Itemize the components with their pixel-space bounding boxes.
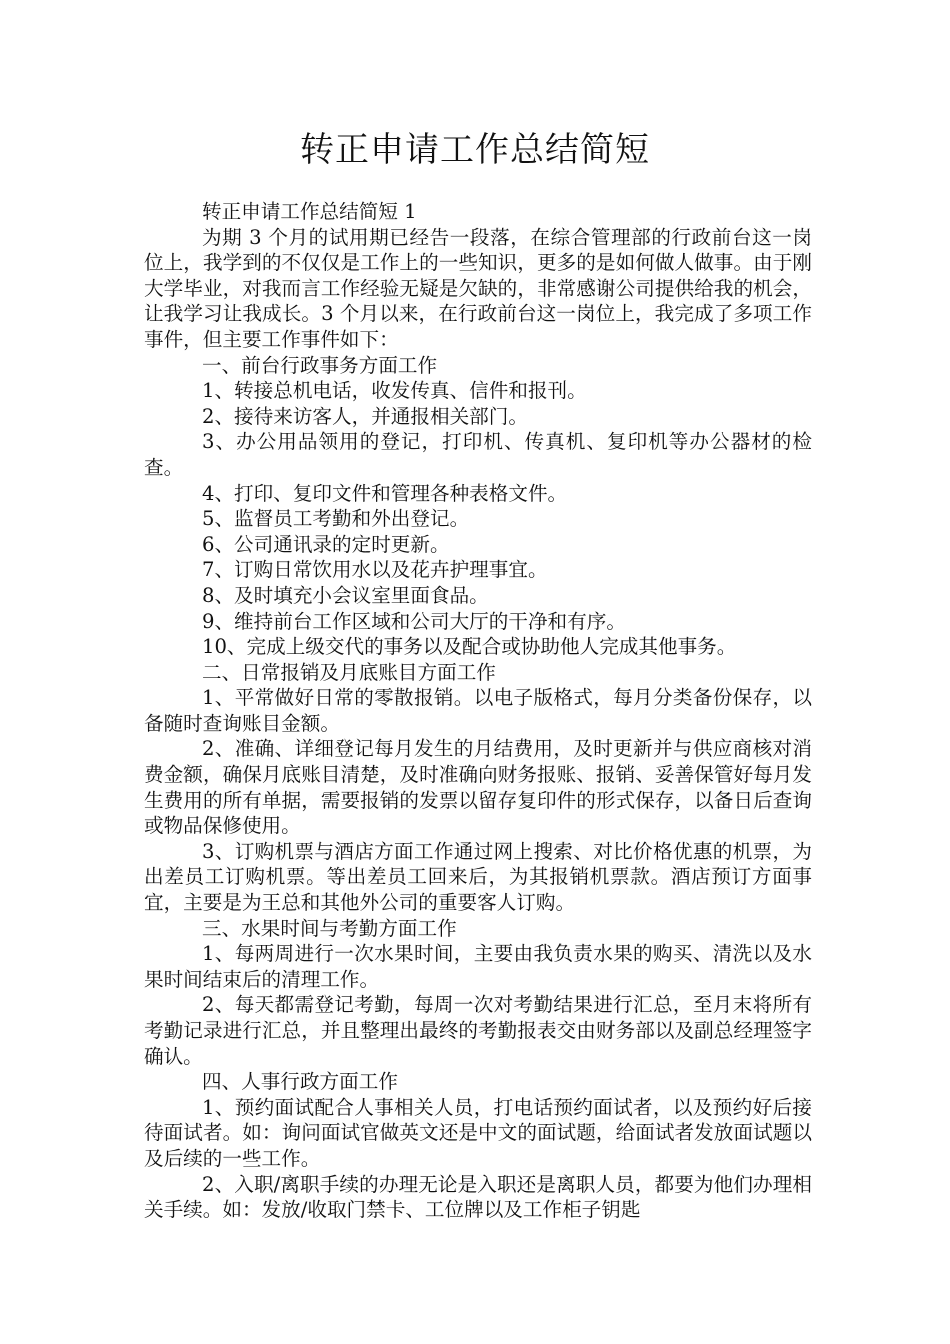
document-body — [144, 199, 812, 1223]
list-item: 8、及时填充小会议室里面食品。 — [202, 583, 489, 607]
list-item: 3、办公用品领用的登记，打印机、传真机、复印机等办公器材的检查。 — [144, 430, 812, 479]
paragraph: 为期 3 个月的试用期已经告一段落，在综合管理部的行政前台这一岗位上，我学到的不仅仅是工作上的一些知识，更多的是如何做人做事。由于刚大学毕业，对我而言工作经验无疑是欠缺的，非常感谢公司提供给我的机会，让我学习让我成长。3 个月以来，在行政前台这一岗位上，我完成了多项工作事件，但主要工作事件如下： — [144, 225, 812, 351]
list-item: 2、接待来访客人，并通报相关部门。 — [202, 404, 528, 428]
document-title: 转正申请工作总结简短 — [300, 130, 650, 170]
section-heading: 三、水果时间与考勤方面工作 — [202, 916, 457, 940]
list-item: 1、转接总机电话，收发传真、信件和报刊。 — [202, 379, 587, 403]
list-item: 2、入职/离职手续的办理无论是入职还是离职人员，都要为他们办理相关手续。如：发放/收取门禁卡、工位牌以及工作柜子钥匙 — [144, 1172, 812, 1222]
list-item: 1、每两周进行一次水果时间，主要由我负责水果的购买、清洗以及水果时间结束后的清理工作。 — [144, 942, 812, 991]
list-item: 7、订购日常饮用水以及花卉护理事宜。 — [202, 558, 548, 582]
list-item: 9、维持前台工作区域和公司大厅的干净和有序。 — [202, 609, 626, 633]
list-item: 5、监督员工考勤和外出登记。 — [202, 507, 470, 531]
section-heading: 二、日常报销及月底账目方面工作 — [202, 660, 496, 684]
list-item: 4、打印、复印文件和管理各种表格文件。 — [202, 481, 568, 505]
list-item: 6、公司通讯录的定时更新。 — [202, 532, 450, 556]
section-heading: 四、人事行政方面工作 — [202, 1070, 398, 1094]
paragraph: 转正申请工作总结简短 1 — [202, 200, 417, 223]
list-item: 2、每天都需登记考勤，每周一次对考勤结果进行汇总，至月末将所有考勤记录进行汇总，并且整理出最终的考勤报表交由财务部以及副总经理签字确认。 — [144, 993, 812, 1068]
section-heading: 一、前台行政事务方面工作 — [202, 353, 438, 377]
list-item: 3、订购机票与酒店方面工作通过网上搜索、对比价格优惠的机票，为出差员工订购机票。等出差员工回来后，为其报销机票款。酒店预订方面事宜，主要是为王总和其他外公司的重要客人订购。 — [144, 839, 812, 915]
list-item: 10、完成上级交代的事务以及配合或协助他人完成其他事务。 — [202, 635, 737, 659]
list-item: 1、预约面试配合人事相关人员，打电话预约面试者，以及预约好后接待面试者。如：询问面试官做英文还是中文的面试题，给面试者发放面试题以及后续的一些工作。 — [144, 1095, 812, 1170]
list-item: 1、平常做好日常的零散报销。以电子版格式，每月分类备份保存，以备随时查询账目金额。 — [144, 686, 812, 735]
list-item: 2、准确、详细登记每月发生的月结费用，及时更新并与供应商核对消费金额，确保月底账目清楚，及时准确向财务报账、报销、妥善保管好每月发生费用的所有单据，需要报销的发票以留存复印件的形式保存，以备日后查询或物品保修使用。 — [144, 737, 812, 838]
